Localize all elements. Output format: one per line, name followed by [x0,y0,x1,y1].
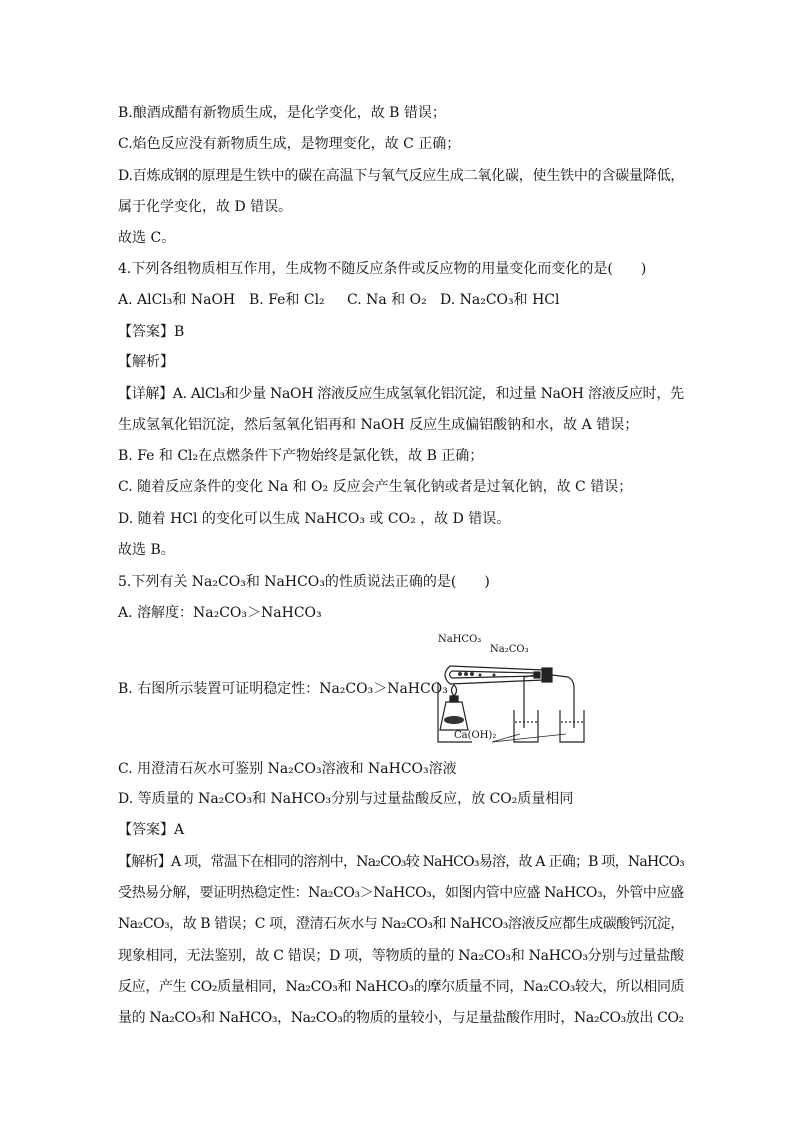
apparatus-figure [432,630,592,748]
question-4-stem: 4.下列各组物质相互作用，生成物不随反应条件或反应物的用量变化而变化的是( ) [118,261,647,277]
text-line: C.焰色反应没有新物质生成，是物理变化，故 C 正确； [118,136,461,152]
analysis-label: 【解析】 [118,354,174,370]
analysis-line: Na₂CO₃，故 B 错误；C 项，澄清石灰水与 Na₂CO₃和 NaHCO₃溶液反应都生成碳酸钙沉淀， [118,916,684,932]
text-line: 故选 C。 [118,230,176,246]
text-line: 属于化学变化，故 D 错误。 [118,199,293,215]
option-c: C. Na 和 O₂ [347,292,427,308]
limewater-label: Ca(OH)₂ [454,730,497,741]
question-4-options [118,290,560,310]
option-d: D. Na₂CO₃和 HCl [440,292,560,308]
option-a: A. 溶解度：Na₂CO₃＞NaHCO₃ [118,605,322,621]
text-line: D.百炼成钢的原理是生铁中的碳在高温下与氧气反应生成二氧化碳，使生铁中的含碳量降低， [118,168,685,184]
analysis-line: 现象相同，无法鉴别，故 C 错误；D 项，等物质的量的 Na₂CO₃和 NaHCO₃分别与过量盐酸 [118,948,684,964]
question-5-stem: 5.下列有关 Na₂CO₃和 NaHCO₃的性质说法正确的是( ) [118,574,490,590]
detail-line: 故选 B。 [118,542,175,558]
detail-line: B. Fe 和 Cl₂在点燃条件下产物始终是氯化铁，故 B 正确； [118,448,484,464]
option-d: D. 等质量的 Na₂CO₃和 NaHCO₃分别与过量盐酸反应，放 CO₂质量相同 [118,791,574,807]
option-b: B. Fe和 Cl₂ [249,292,325,308]
detail-line: 生成氢氧化铝沉淀，然后氢氧化铝再和 NaOH 反应生成偏铝酸钠和水，故 A 错误； [118,417,639,433]
inner-tube-label: NaHCO₃ [438,634,482,645]
answer-label: 【答案】A [118,822,185,838]
option-a: A. AlCl₃和 NaOH [118,292,236,308]
outer-tube-label: Na₂CO₃ [490,644,529,655]
analysis-line: 【解析】A 项，常温下在相同的溶剂中，Na₂CO₃较 NaHCO₃易溶，故 A 正确；B 项，NaHCO₃ [118,854,684,870]
analysis-line: 受热易分解，要证明热稳定性：Na₂CO₃＞NaHCO₃，如图内管中应盛 NaHCO₃，外管中应盛 [118,885,684,901]
detail-line: D. 随着 HCl 的变化可以生成 NaHCO₃ 或 CO₂ ，故 D 错误。 [118,511,511,527]
option-b: B. 右图所示装置可证明稳定性：Na₂CO₃＞NaHCO₃ [118,681,448,697]
text-line: B.酿酒成醋有新物质生成，是化学变化，故 B 错误； [118,105,446,121]
option-c: C. 用澄清石灰水可鉴别 Na₂CO₃溶液和 NaHCO₃溶液 [118,761,457,777]
analysis-line: 反应，产生 CO₂质量相同，Na₂CO₃和 NaHCO₃的摩尔质量不同，Na₂CO₃较大，所以相同质 [118,979,685,995]
detail-line: C. 随着反应条件的变化 Na 和 O₂ 反应会产生氧化钠或者是过氧化钠，故 C 错误； [118,479,633,495]
analysis-line: 量的 Na₂CO₃和 NaHCO₃，Na₂CO₃的物质的量较小，与足量盐酸作用时，Na₂CO₃放出 CO₂ [118,1010,684,1026]
detail-line: 【详解】A. AlCl₃和少量 NaOH 溶液反应生成氢氧化铝沉淀，和过量 NaOH 溶液反应时，先 [118,386,684,402]
answer-label: 【答案】B [118,324,185,340]
